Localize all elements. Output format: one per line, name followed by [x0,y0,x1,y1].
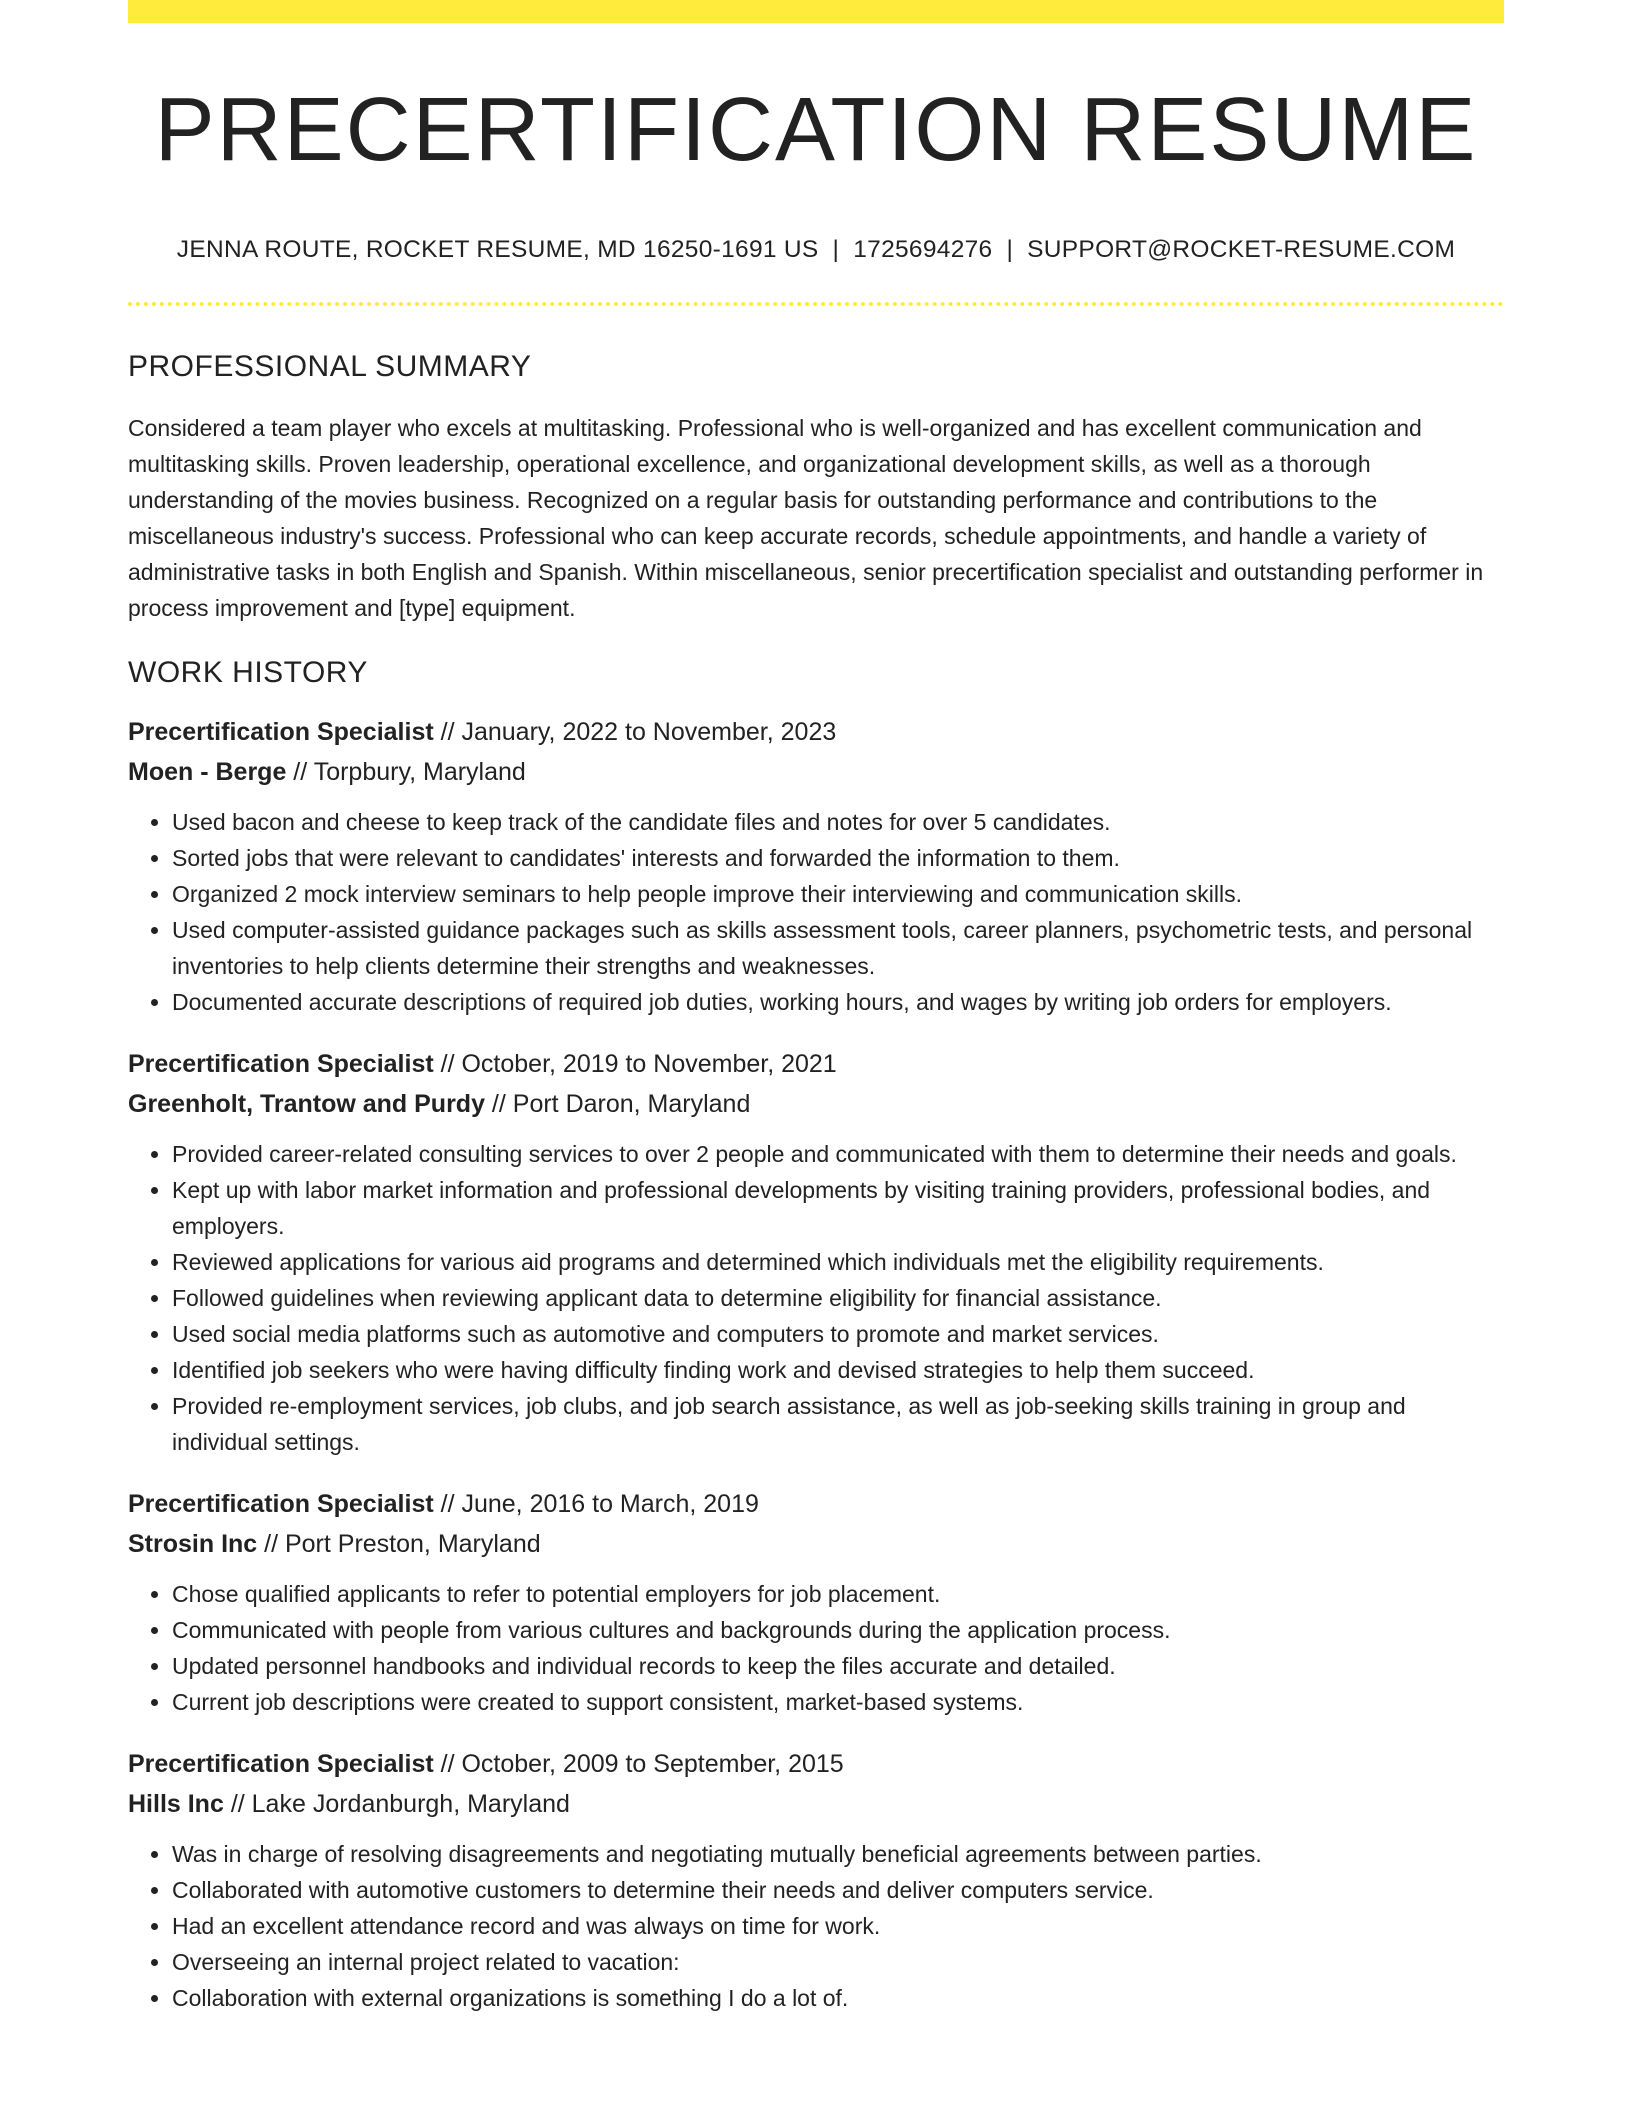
summary-heading: PROFESSIONAL SUMMARY [128,349,532,383]
job-title-line [128,1044,1504,1084]
contact-address: JENNA ROUTE, ROCKET RESUME, MD 16250-1691 US [176,235,819,263]
contact-phone: 1725694276 [853,235,993,263]
job-title: Precertification Specialist [128,1749,434,1778]
job-bullet: • Provided re-employment services, job clubs, and job search assistance, as well as job-seeking skills training in group and individual settings. [172,1388,1504,1460]
job-entry [128,1744,1504,2016]
work-history-list [128,712,1504,2016]
job-bullet: • Collaborated with automotive customers to determine their needs and deliver computers service. [172,1872,1504,1908]
summary-text: Considered a team player who excels at multitasking. Professional who is well-organized and has excellent communication and multitasking skills. Proven leadership, operational excellence, and organizational development skills, as well as a thorough understanding of the movies business. Recognized on a regular basis for outstanding performance and contributions to the miscellaneous industry's success. Professional who can keep accurate records, schedule appointments, and handle a variety of administrative tasks in both English and Spanish. Within miscellaneous, senior precertification specialist and outstanding performer in process improvement and [type] equipment. [128,414,1484,621]
job-company: Hills Inc [128,1789,224,1818]
job-company-line [128,752,1504,792]
job-bullet: • Reviewed applications for various aid programs and determined which individuals met the eligibility requirements. [172,1244,1504,1280]
job-bullet: • Used bacon and cheese to keep track of the candidate files and notes for over 5 candidates. [172,804,1504,840]
job-title-line [128,1484,1504,1524]
job-company: Moen - Berge [128,757,287,786]
resume-page [128,0,1504,2016]
job-location: // Torpbury, Maryland [286,757,526,786]
job-bullet: • Chose qualified applicants to refer to potential employers for job placement. [172,1576,1504,1612]
job-company-line [128,1784,1504,1824]
contact-email: SUPPORT@ROCKET-RESUME.COM [1027,235,1456,263]
resume-title: PRECERTIFICATION RESUME [154,80,1478,180]
job-entry [128,712,1504,1020]
job-bullet: • Was in charge of resolving disagreements and negotiating mutually beneficial agreements between parties. [172,1836,1504,1872]
job-entry [128,1044,1504,1460]
job-bullet: • Provided career-related consulting services to over 2 people and communicated with them to determine their needs and goals. [172,1136,1504,1172]
job-bullet: • Current job descriptions were created to support consistent, market-based systems. [172,1684,1504,1720]
job-dates: // October, 2019 to November, 2021 [433,1049,837,1078]
job-company: Greenholt, Trantow and Purdy [128,1089,485,1118]
job-bullet: • Kept up with labor market information and professional developments by visiting training providers, professional bodies, and employers. [172,1172,1504,1244]
job-dates: // June, 2016 to March, 2019 [433,1489,759,1518]
job-title-line [128,1744,1504,1784]
job-bullets [128,804,1504,1020]
job-bullet: • Followed guidelines when reviewing applicant data to determine eligibility for financial assistance. [172,1280,1504,1316]
work-history-heading: WORK HISTORY [128,655,368,689]
contact-line [128,236,1504,264]
job-bullets [128,1136,1504,1460]
job-bullet: • Collaboration with external organizations is something I do a lot of. [172,1980,1504,2016]
job-title: Precertification Specialist [128,717,434,746]
job-bullets [128,1836,1504,2016]
dotted-divider [128,302,1504,306]
job-location: // Port Preston, Maryland [257,1529,541,1558]
job-company: Strosin Inc [128,1529,258,1558]
job-bullet: • Organized 2 mock interview seminars to help people improve their interviewing and communication skills. [172,876,1504,912]
job-bullet: • Documented accurate descriptions of required job duties, working hours, and wages by writing job orders for employers. [172,984,1504,1020]
job-title: Precertification Specialist [128,1049,434,1078]
job-title-line [128,712,1504,752]
job-bullet: • Used social media platforms such as automotive and computers to promote and market services. [172,1316,1504,1352]
job-title: Precertification Specialist [128,1489,434,1518]
job-bullet: • Used computer-assisted guidance packages such as skills assessment tools, career planners, psychometric tests, and personal inventories to help clients determine their strengths and weaknesses. [172,912,1504,984]
top-accent-bar [128,0,1504,23]
job-bullet: • Updated personnel handbooks and individual records to keep the files accurate and detailed. [172,1648,1504,1684]
job-location: // Port Daron, Maryland [484,1089,751,1118]
job-bullet: • Overseeing an internal project related to vacation: [172,1944,1504,1980]
job-company-line [128,1084,1504,1124]
job-bullet: • Sorted jobs that were relevant to candidates' interests and forwarded the information to them. [172,840,1504,876]
job-bullets [128,1576,1504,1720]
job-dates: // January, 2022 to November, 2023 [433,717,837,746]
job-bullet: • Communicated with people from various cultures and backgrounds during the application process. [172,1612,1504,1648]
job-company-line [128,1524,1504,1564]
contact-separator: | [1006,235,1014,263]
job-entry [128,1484,1504,1720]
job-bullet: • Had an excellent attendance record and was always on time for work. [172,1908,1504,1944]
job-bullet: • Identified job seekers who were having difficulty finding work and devised strategies to help them succeed. [172,1352,1504,1388]
job-dates: // October, 2009 to September, 2015 [433,1749,844,1778]
job-location: // Lake Jordanburgh, Maryland [223,1789,570,1818]
contact-separator: | [832,235,840,263]
